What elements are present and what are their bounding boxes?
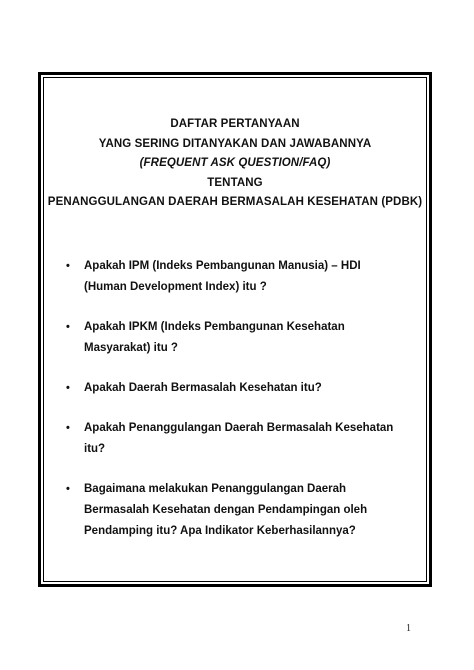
- heading-line-subtitle: YANG SERING DITANYAKAN DAN JAWABANNYA: [98, 137, 372, 150]
- list-item: [60, 378, 410, 399]
- question-text: Masyarakat) itu ?: [84, 342, 178, 354]
- bullet-icon: •: [66, 260, 70, 272]
- bullet-icon: •: [66, 321, 70, 333]
- list-item: [60, 479, 410, 542]
- question-text: Bermasalah Kesehatan dengan Pendampingan oleh: [84, 504, 368, 516]
- question-text: itu?: [84, 443, 106, 455]
- list-item: [60, 256, 410, 298]
- question-text: (Human Development Index) itu ?: [84, 281, 267, 293]
- question-text: Pendamping itu? Apa Indikator Keberhasilannya?: [84, 525, 356, 537]
- heading-line-faq: (FREQUENT ASK QUESTION/FAQ): [139, 157, 331, 169]
- heading-line-topic: PENANGGULANGAN DAERAH BERMASALAH KESEHATAN (PDBK): [47, 196, 423, 208]
- bullet-icon: •: [66, 483, 70, 495]
- document-heading: [41, 115, 429, 213]
- question-list: [60, 256, 410, 561]
- bullet-icon: •: [66, 422, 70, 434]
- list-item: [60, 418, 410, 460]
- question-text: Apakah IPKM (Indeks Pembangunan Kesehatan: [84, 321, 345, 333]
- question-text: Apakah Penanggulangan Daerah Bermasalah Kesehatan: [84, 422, 394, 434]
- page-number: 1: [406, 623, 411, 634]
- question-text: Bagaimana melakukan Penanggulangan Daerah: [84, 483, 347, 495]
- list-item: [60, 317, 410, 359]
- question-text: Apakah IPM (Indeks Pembangunan Manusia) – HDI: [84, 260, 361, 272]
- heading-line-tentang: TENTANG: [207, 176, 263, 189]
- bullet-icon: •: [66, 382, 70, 394]
- heading-line-title: DAFTAR PERTANYAAN: [170, 118, 300, 130]
- question-text: Apakah Daerah Bermasalah Kesehatan itu?: [84, 382, 322, 394]
